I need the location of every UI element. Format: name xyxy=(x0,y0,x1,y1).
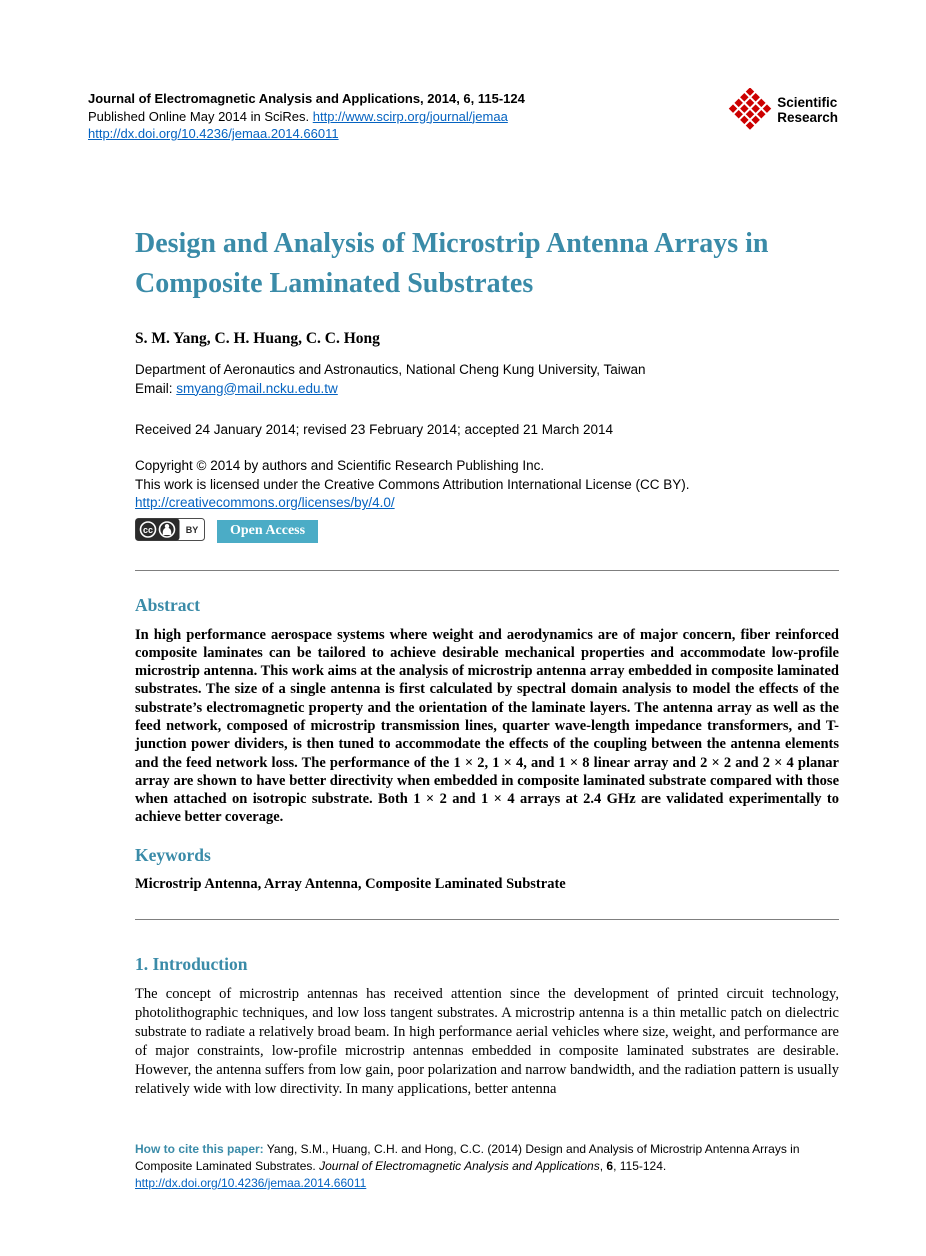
keywords-heading: Keywords xyxy=(135,844,211,865)
copyright-line1: Copyright © 2014 by authors and Scientific Research Publishing Inc. xyxy=(135,458,545,473)
email-line xyxy=(135,380,839,399)
keywords-body: Microstrip Antenna, Array Antenna, Composite Laminated Substrate xyxy=(135,875,566,892)
license-badges xyxy=(135,518,839,546)
abstract-heading: Abstract xyxy=(135,594,201,615)
published-line xyxy=(88,108,525,126)
journal-citation-line: Journal of Electromagnetic Analysis and Applications, 2014, 6, 115-124 xyxy=(88,91,525,106)
introduction-heading: 1. Introduction xyxy=(135,953,248,974)
cite-text: Yang, S.M., Huang, C.H. and Hong, C.C. (2014) Design and Analysis of Microstrip Antenna Arrays in Composite Laminated Substrates. xyxy=(135,1142,800,1173)
logo-text-line1: Scientific xyxy=(777,95,838,110)
introduction-body: The concept of microstrip antennas has received attention since the development of printed circuit technology, photolithographic techniques, and low loss tangent substrates. A microstrip antenna is a thin metallic patch on dielectric substrate to radiate a relatively broad beam. In high performance aerial vehicles where size, weight, and performance are of major constraints, low-profile microstrip antennas embedded in composite laminated substrates are desirable. However, the antenna suffers from low gain, poor polarization and narrow bandwidth, and the radiation pattern is usually relatively wide with low directivity. In many applications, better antenna xyxy=(135,985,839,1097)
authors-line: S. M. Yang, C. H. Huang, C. C. Hong xyxy=(135,330,380,347)
license-link[interactable]: http://creativecommons.org/licenses/by/4.0/ xyxy=(135,495,395,510)
page-footer xyxy=(135,1141,839,1192)
cite-separator: , xyxy=(599,1158,607,1173)
cite-volume: 6 xyxy=(606,1158,614,1173)
article-content xyxy=(135,224,839,1113)
how-to-cite-block xyxy=(135,1141,839,1174)
received-dates-line: Received 24 January 2014; revised 23 February 2014; accepted 21 March 2014 xyxy=(135,422,614,437)
footer-doi-line xyxy=(135,1175,839,1192)
cite-label: How to cite this paper: xyxy=(135,1142,264,1156)
page-title: Design and Analysis of Microstrip Antenna Arrays in Composite Laminated Substrates xyxy=(135,228,769,299)
email-label: Email: xyxy=(135,380,177,396)
footer-doi-link[interactable]: http://dx.doi.org/10.4236/jemaa.2014.66011 xyxy=(135,1176,367,1190)
license-link-line xyxy=(135,494,839,513)
affiliation-line: Department of Aeronautics and Astronautics, National Cheng Kung University, Taiwan xyxy=(135,362,646,377)
divider-above-abstract xyxy=(135,570,839,571)
scientific-research-logo xyxy=(728,88,838,132)
divider-above-introduction xyxy=(135,919,839,920)
copyright-line2: This work is licensed under the Creative Commons Attribution International License (CC BY). xyxy=(135,476,690,492)
published-prefix: Published Online May 2014 in SciRes. xyxy=(88,108,313,124)
logo-text xyxy=(777,95,838,125)
cc-by-icon xyxy=(135,518,205,541)
copyright-block xyxy=(135,457,839,513)
open-access-badge[interactable]: Open Access xyxy=(217,520,318,543)
cite-pages: , 115-124. xyxy=(613,1158,667,1173)
cc-by-badge[interactable] xyxy=(135,518,205,546)
header-doi-link[interactable]: http://dx.doi.org/10.4236/jemaa.2014.66011 xyxy=(88,126,339,141)
doi-line xyxy=(88,125,525,143)
cite-journal-name: Journal of Electromagnetic Analysis and Applications xyxy=(319,1158,600,1173)
journal-homepage-link[interactable]: http://www.scirp.org/journal/jemaa xyxy=(312,108,508,124)
logo-text-line2: Research xyxy=(777,110,838,125)
scires-diamond-icon xyxy=(728,88,772,132)
svg-text:cc: cc xyxy=(142,524,154,535)
header-meta xyxy=(88,90,525,143)
abstract-body: In high performance aerospace systems where weight and aerodynamics are of major concern, fiber reinforced composite laminates can be tailored to achieve desirable mechanical properties and accommodate low-profile microstrip antenna. This work aims at the analysis of microstrip antenna array embedded in composite laminated substrates. The size of a single antenna is first calculated by spectral domain analysis to model the effects of the substrate’s electromagnetic property and the orientation of the laminate layers. The antenna array as well as the feed network, composed of microstrip transmission lines, quarter wave-length impedance transformers, and T-junction power dividers, is then tuned to accommodate the effects of the coupling between the antenna elements and the feed network loss. The performance of the 1 × 2, 1 × 4, and 1 × 8 linear array and 2 × 2 and 2 × 4 planar array are shown to have better directivity when embedded in composite laminated substrate compared with those when attached on isotropic substrate. Both 1 × 2 and 1 × 4 arrays at 2.4 GHz are validated experimentally to achieve better coverage. xyxy=(135,626,839,826)
email-link[interactable]: smyang@mail.ncku.edu.tw xyxy=(176,380,338,396)
svg-text:BY: BY xyxy=(185,524,199,535)
